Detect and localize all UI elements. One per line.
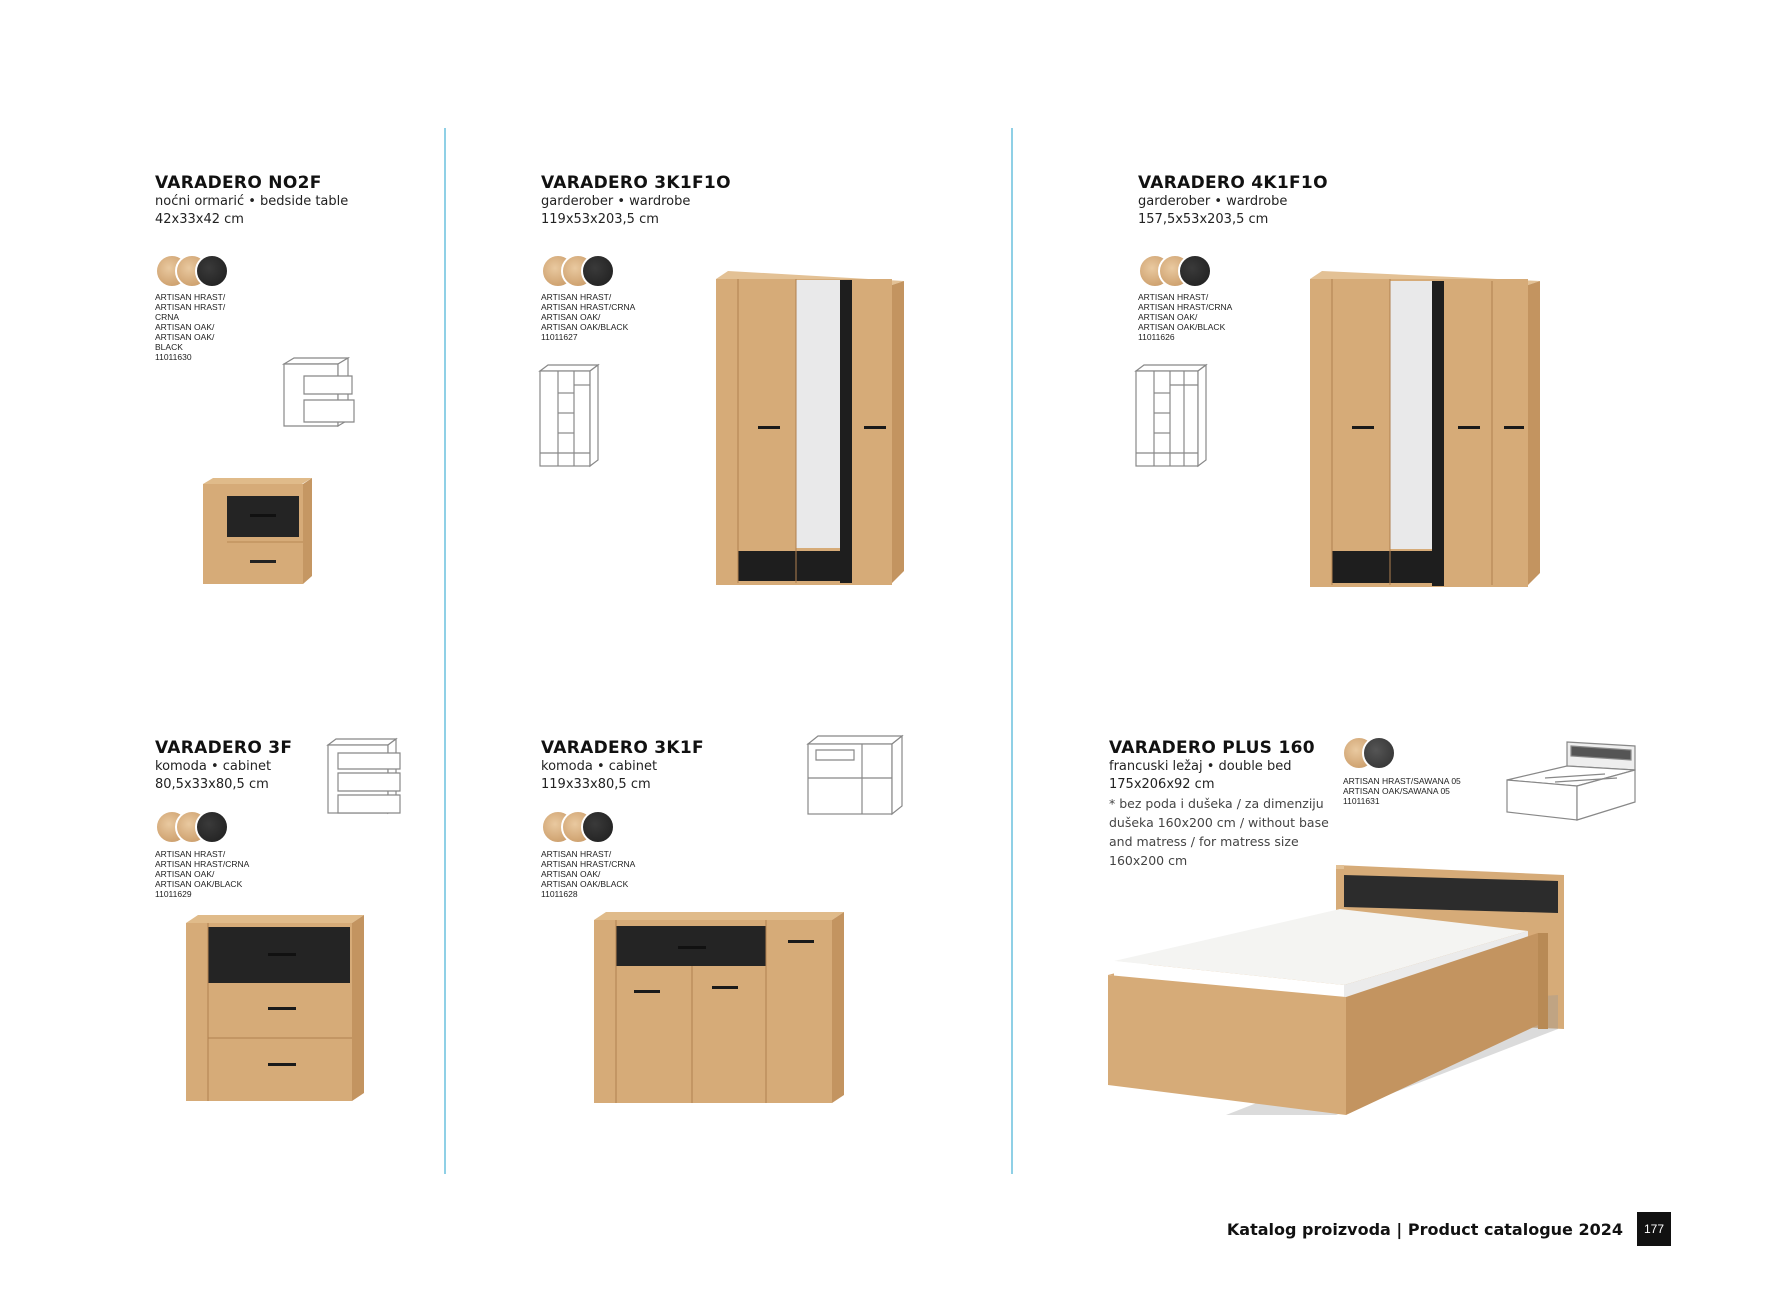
wardrobe-3k1f1o-image <box>716 271 906 586</box>
bedside-table-image <box>200 478 315 588</box>
color-swatches <box>155 810 215 844</box>
wardrobe-line-drawing <box>1134 363 1209 468</box>
column-divider <box>1011 128 1013 1174</box>
cabinet-3f-image <box>184 913 366 1103</box>
cabinet-3f-line-drawing <box>326 737 402 815</box>
product-title: VARADERO PLUS 160 <box>1109 738 1315 758</box>
swatch-sawana <box>1362 736 1396 770</box>
product-varadero-3f <box>155 738 292 794</box>
wardrobe-4k1f1o-image <box>1310 271 1542 589</box>
product-title: VARADERO 3K1F <box>541 738 704 758</box>
product-subtitle: komoda • cabinet <box>541 759 658 774</box>
color-swatches <box>155 254 215 288</box>
product-dimensions: 119x53x203,5 cm <box>541 212 659 227</box>
bed-line-drawing <box>1505 740 1635 822</box>
product-title: VARADERO 4K1F1O <box>1138 173 1328 193</box>
product-dimensions: 119x33x80,5 cm <box>541 777 651 792</box>
color-codes: ARTISAN HRAST/SAWANA 05 ARTISAN OAK/SAWANA 05 11011631 <box>1343 776 1461 806</box>
swatch-black <box>581 810 615 844</box>
cabinet-3k1f-line-drawing <box>806 734 904 816</box>
product-varadero-3k1f1o <box>541 173 731 229</box>
product-varadero-3k1f <box>541 738 704 794</box>
color-codes: ARTISAN HRAST/ ARTISAN HRAST/ CRNA ARTISAN OAK/ ARTISAN OAK/ BLACK 11011630 <box>155 292 226 362</box>
swatch-black <box>581 254 615 288</box>
product-varadero-4k1f1o <box>1138 173 1328 229</box>
product-subtitle: komoda • cabinet <box>155 759 272 774</box>
bedside-table-line-drawing <box>282 356 357 428</box>
catalogue-footer <box>1227 1212 1671 1246</box>
product-dimensions: 80,5x33x80,5 cm <box>155 777 269 792</box>
footer-title: Katalog proizvoda | Product catalogue 2024 <box>1226 1219 1623 1239</box>
swatch-black <box>195 810 229 844</box>
color-codes: ARTISAN HRAST/ ARTISAN HRAST/CRNA ARTISAN OAK/ ARTISAN OAK/BLACK 11011628 <box>541 849 636 899</box>
product-dimensions: 175x206x92 cm <box>1109 777 1215 792</box>
color-swatches <box>1138 254 1198 288</box>
product-title: VARADERO 3F <box>155 738 293 758</box>
product-note: * bez poda i dušeka / za dimenziju dušeka 160x200 cm / without base and matress / for matress size 160x200 cm <box>1109 796 1329 868</box>
color-codes: ARTISAN HRAST/ ARTISAN HRAST/CRNA ARTISAN OAK/ ARTISAN OAK/BLACK 11011627 <box>541 292 636 342</box>
product-dimensions: 157,5x53x203,5 cm <box>1138 212 1269 227</box>
wardrobe-line-drawing <box>538 363 600 468</box>
product-subtitle: noćni ormarić • bedside table <box>155 194 349 209</box>
color-codes: ARTISAN HRAST/ ARTISAN HRAST/CRNA ARTISAN OAK/ ARTISAN OAK/BLACK 11011629 <box>155 849 250 899</box>
product-subtitle: francuski ležaj • double bed <box>1109 759 1292 774</box>
product-varadero-no2f <box>155 173 348 229</box>
product-subtitle: garderober • wardrobe <box>1138 194 1288 209</box>
product-title: VARADERO 3K1F1O <box>541 173 731 193</box>
column-divider <box>444 128 446 1174</box>
color-codes: ARTISAN HRAST/ ARTISAN HRAST/CRNA ARTISAN OAK/ ARTISAN OAK/BLACK 11011626 <box>1138 292 1233 342</box>
swatch-black <box>195 254 229 288</box>
product-dimensions: 42x33x42 cm <box>155 212 244 227</box>
cabinet-3k1f-image <box>592 910 846 1105</box>
page-number: 177 <box>1637 1212 1671 1246</box>
product-varadero-plus-160 <box>1109 738 1339 870</box>
double-bed-image <box>1108 865 1568 1120</box>
color-swatches <box>541 810 601 844</box>
product-title: VARADERO NO2F <box>155 173 322 193</box>
swatch-black <box>1178 254 1212 288</box>
color-swatches <box>1342 736 1382 770</box>
color-swatches <box>541 254 601 288</box>
product-subtitle: garderober • wardrobe <box>541 194 691 209</box>
